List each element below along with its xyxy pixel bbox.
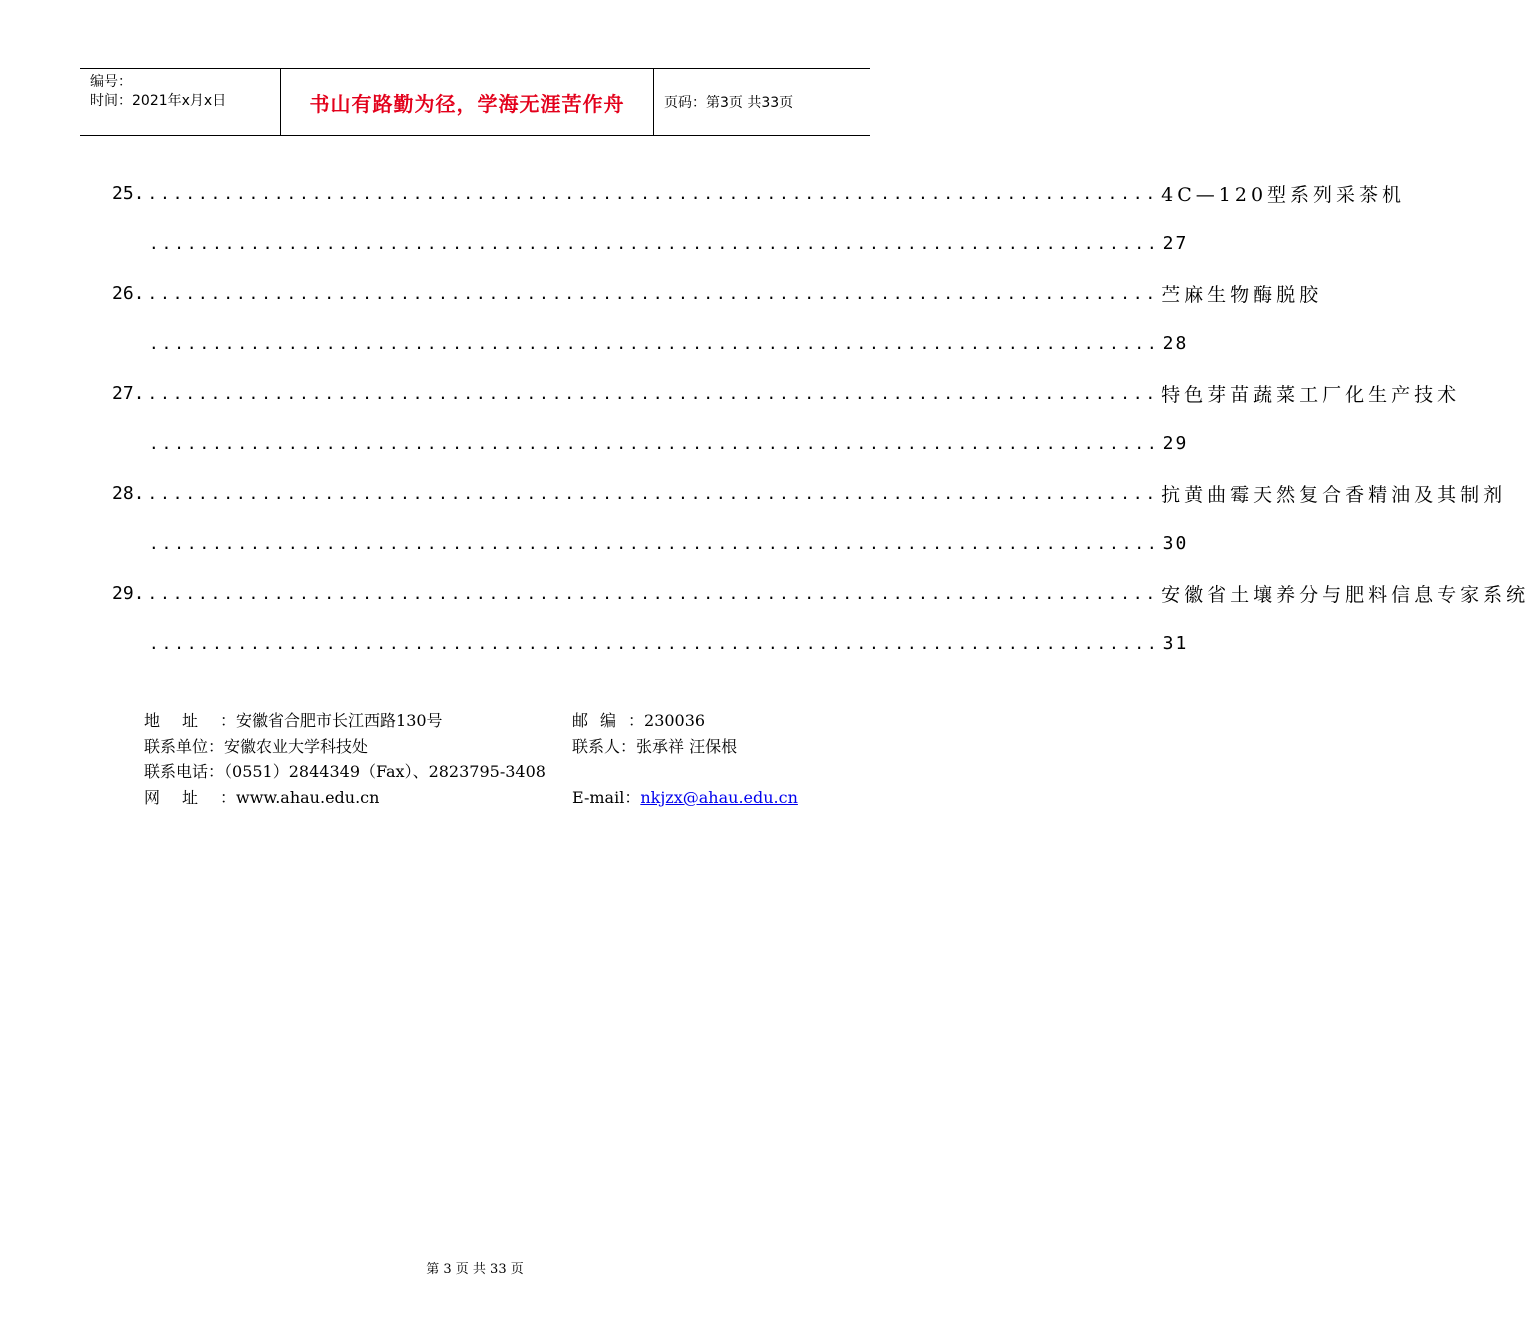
toc-leader: ................................................................................ (149, 433, 1160, 453)
person-value: ：张承祥 汪保根 (620, 736, 738, 756)
contact-block (144, 708, 844, 810)
toc-leader: ................................................................................ (149, 633, 1160, 653)
toc-leader: ................................................................................ (147, 183, 1159, 203)
contact-row (144, 734, 844, 760)
postcode-label: 邮编 (572, 711, 629, 730)
unit-value: ：安徽农业大学科技处 (208, 736, 369, 756)
person-label: 联系人 (572, 736, 621, 756)
toc-number: 27. (112, 382, 145, 404)
email-label: E-mail (572, 787, 625, 807)
toc-leader: ................................................................................ (147, 283, 1159, 303)
toc-number: 25. (112, 182, 145, 204)
contact-row (144, 708, 844, 734)
toc-entry[interactable] (112, 368, 1461, 468)
toc-title: 4C—120型系列采茶机 (1161, 183, 1406, 206)
toc-entry[interactable] (112, 268, 1323, 368)
time-label: 时间：2021年x月x日 (90, 93, 227, 109)
phone-value: ：（0551）2844349（Fax）、2823795-3408 (208, 762, 546, 781)
email-link[interactable]: nkjzx@ahau.edu.cn (640, 787, 798, 807)
toc-page: 28 (1162, 332, 1189, 354)
header-page-info: 页码：第3页 共33页 (664, 95, 794, 111)
toc-page: 30 (1162, 532, 1189, 554)
toc-title: 安徽省土壤养分与肥料信息专家系统 (1161, 583, 1529, 606)
toc-leader: ................................................................................ (149, 333, 1160, 353)
toc-leader: ................................................................................ (149, 233, 1160, 253)
contact-row (144, 759, 844, 785)
contact-row: 网址 ：www.ahau.edu.cn E-mail ： nkjzx@ahau.edu.cn (144, 785, 844, 811)
code-label: 编号： (90, 74, 132, 90)
toc-title: 苎麻生物酶脱胶 (1161, 283, 1323, 306)
toc-number: 28. (112, 482, 145, 504)
header-table (80, 68, 870, 136)
toc-entry[interactable] (112, 468, 1507, 568)
web-value[interactable]: ：www.ahau.edu.cn (220, 787, 380, 807)
web-label: 网址 (144, 787, 221, 807)
postcode-value: ：230036 (628, 711, 706, 730)
toc-page: 27 (1162, 232, 1189, 254)
toc-leader: ................................................................................ (147, 583, 1159, 603)
header-motto: 书山有路勤为径，学海无涯苦作舟 (281, 69, 654, 135)
toc-title: 抗黄曲霉天然复合香精油及其制剂 (1161, 483, 1507, 506)
toc-leader: ................................................................................ (147, 383, 1159, 403)
toc-entry[interactable] (112, 168, 1406, 268)
toc-page: 29 (1162, 432, 1189, 454)
toc-number: 29. (112, 582, 145, 604)
toc-leader: ................................................................................ (149, 533, 1160, 553)
unit-label: 联系单位 (144, 736, 209, 756)
toc-page: 31 (1162, 632, 1189, 654)
toc-number: 26. (112, 282, 145, 304)
address-value: ：安徽省合肥市长江西路130号 (220, 711, 443, 730)
address-label: 地址 (144, 711, 221, 730)
toc-leader: ................................................................................ (147, 483, 1159, 503)
header-meta (80, 69, 281, 135)
toc-title: 特色芽苗蔬菜工厂化生产技术 (1161, 383, 1461, 406)
phone-label: 联系电话 (144, 762, 209, 781)
table-of-contents (112, 168, 1529, 668)
toc-entry[interactable] (112, 568, 1529, 668)
page-footer: 第 3 页 共 33 页 (426, 1262, 524, 1277)
